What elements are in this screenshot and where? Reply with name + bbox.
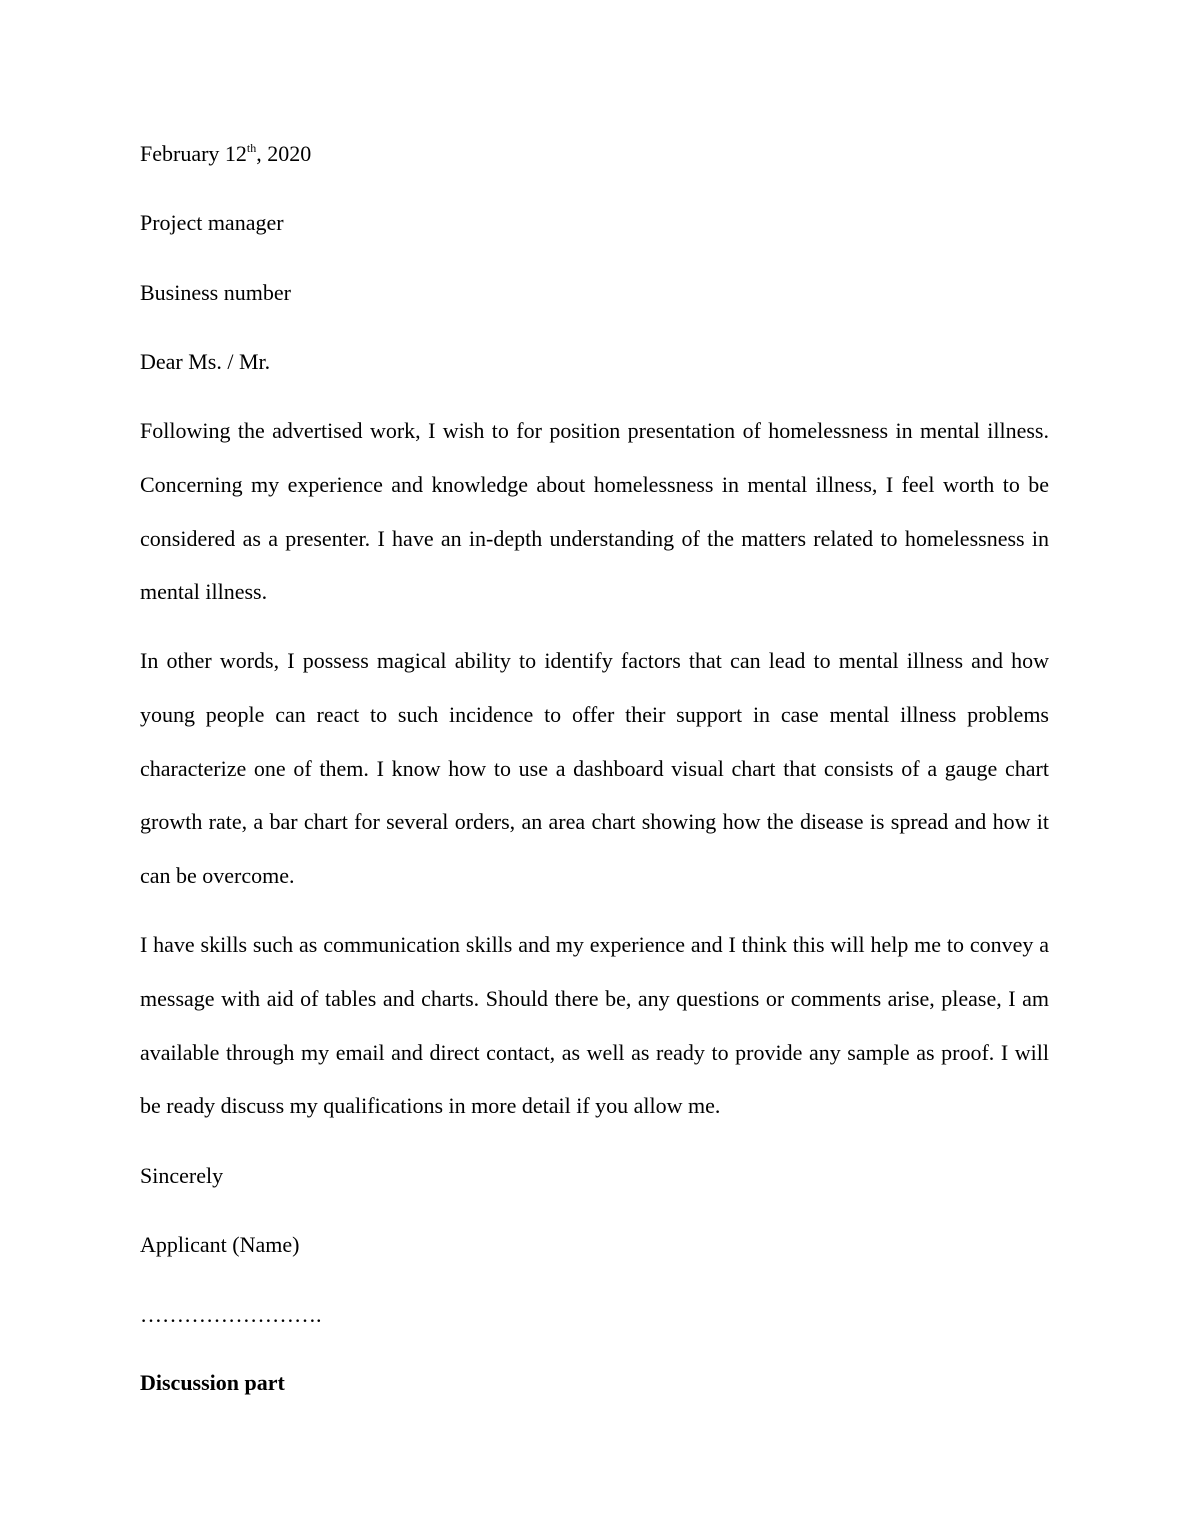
date-suffix: th <box>246 141 257 155</box>
body-paragraph-1: Following the advertised work, I wish to for position presentation of homelessness in mental illness. Concerning my experience and knowledge about homelessness in mental illness, I feel worth to be considered as a presenter. I have an in-depth understanding of the matters related to homelessness in mental illness. <box>140 418 1049 605</box>
closing: Sincerely <box>140 1163 224 1188</box>
date-month-day: February 12 <box>140 141 247 166</box>
letter-date <box>140 140 311 168</box>
date-year: , 2020 <box>256 141 312 166</box>
signature-line: ……………………. <box>140 1302 322 1327</box>
section-heading: Discussion part <box>140 1370 285 1395</box>
body-paragraph-3: I have skills such as communication skills and my experience and I think this will help me to convey a message with aid of tables and charts. Should there be, any questions or comments arise, please, I am available through my email and direct contact, as well as ready to provide any sample as proof. I will be ready discuss my qualifications in more detail if you allow me. <box>140 932 1049 1119</box>
body-paragraph-2: In other words, I possess magical ability to identify factors that can lead to mental illness and how young people can react to such incidence to offer their support in case mental illness problems characterize one of them. I know how to use a dashboard visual chart that consists of a gauge chart growth rate, a bar chart for several orders, an area chart showing how the disease is spread and how it can be overcome. <box>140 648 1049 889</box>
signature-name: Applicant (Name) <box>140 1232 300 1257</box>
recipient-title: Project manager <box>140 210 284 235</box>
salutation: Dear Ms. / Mr. <box>140 349 271 374</box>
recipient-detail: Business number <box>140 280 291 305</box>
